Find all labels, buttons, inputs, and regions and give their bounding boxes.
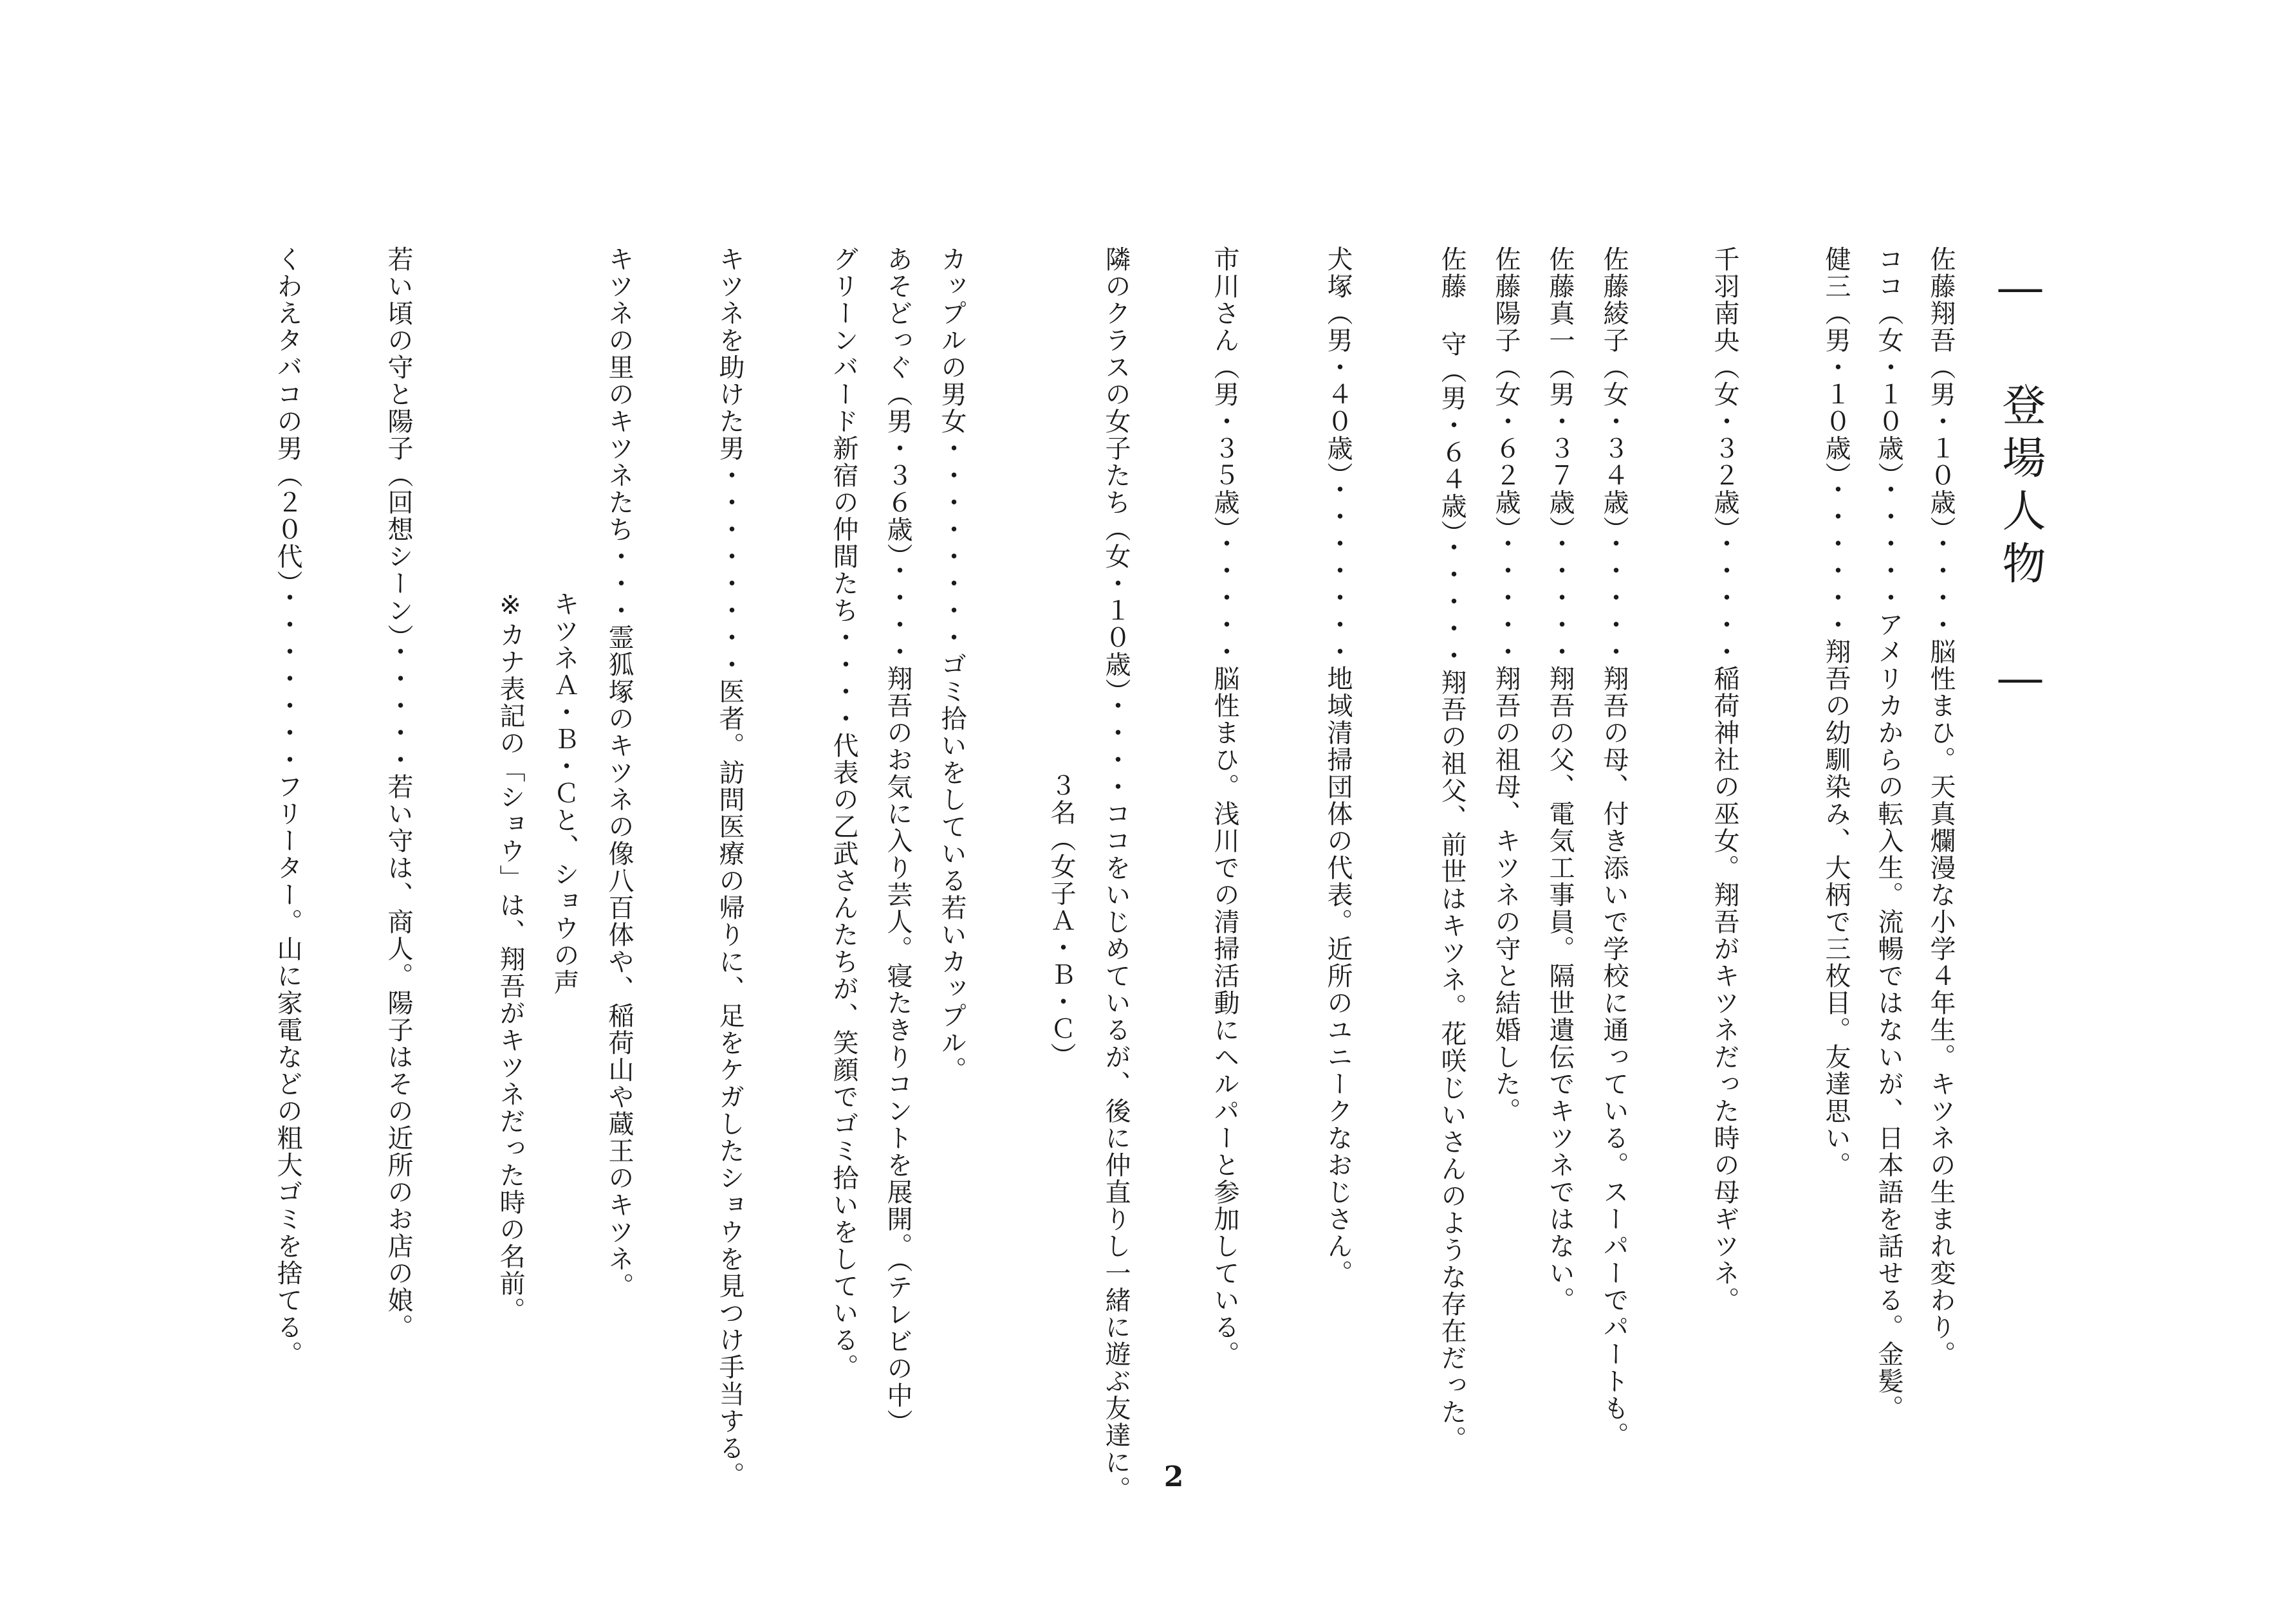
character-line: 佐藤陽子（女・６２歳）・・・・・翔吾の祖母、キツネの守と結婚した。 (1491, 246, 1521, 1125)
character-line: ココ（女・１０歳）・・・・・アメリカからの転入生。流暢ではないが、日本語を話せる。金髪。 (1874, 246, 1903, 1422)
character-line: 犬塚（男・４０歳）・・・・・・・地域清掃団体の代表。近所のユニークなおじさん。 (1323, 246, 1353, 1287)
character-line: 若い頃の守と陽子（回想シーン）・・・・・若い守は、商人。陽子はその近所のお店の娘。 (384, 246, 413, 1341)
character-line: 佐藤翔吾（男・１０歳）・・・・脳性まひ。天真爛漫な小学４年生。キツネの生まれ変わり。 (1926, 246, 1956, 1368)
character-line: 市川さん（男・３５歳）・・・・・脳性まひ。浅川での清掃活動にヘルパーと参加している。 (1210, 246, 1239, 1368)
character-line: キツネを助けた男・・・・・・・・医者。訪問医療の帰りに、足をケガしたショウを見つけ手当する。 (715, 246, 745, 1489)
character-line: キツネＡ・Ｂ・Ｃと、ショウの声 (550, 591, 579, 996)
character-line: ３名（女子Ａ・Ｂ・Ｃ） (1046, 772, 1076, 1069)
character-line: あそどっぐ（男・３６歳）・・・・翔吾のお気に入り芸人。寝たきりコントを展開。（テレビの中） (883, 246, 912, 1436)
character-line: カップルの男女・・・・・・・・ゴミ拾いをしている若いカップル。 (937, 246, 967, 1083)
character-line: 千羽南央（女・３２歳）・・・・・稲荷神社の巫女。翔吾がキツネだった時の母ギツネ。 (1710, 246, 1739, 1314)
character-line: 佐藤綾子（女・３４歳）・・・・・翔吾の母、付き添いで学校に通っている。スーパーでパートも。 (1599, 246, 1629, 1449)
character-line: ※カナ表記の「ショウ」は、翔吾がキツネだった時の名前。 (495, 591, 525, 1324)
character-line: 佐藤真一（男・３７歳）・・・・・翔吾の父、電気工事員。隔世遺伝でキツネではない。 (1545, 246, 1575, 1314)
character-line: キツネの里のキツネたち・・・霊狐塚のキツネの像八百体や、稲荷山や蔵王のキツネ。 (604, 246, 634, 1300)
character-line: グリーンバード新宿の仲間たち・・・・代表の乙武さんたちが、笑顔でゴミ拾いをしている。 (829, 246, 858, 1381)
character-line: くわえタバコの男（２０代）・・・・・・・フリーター。山に家電などの粗大ゴミを捨てる。 (273, 246, 302, 1368)
character-line: 健三（男・１０歳）・・・・・・翔吾の幼馴染み、大柄で三枚目。友達思い。 (1821, 246, 1851, 1179)
character-line: 隣のクラスの女子たち（女・１０歳）・・・・ココをいじめているが、後に仲直りし一緒に遊ぶ友達に。 (1101, 246, 1131, 1503)
page-title: ― 登場人物 ― (1995, 262, 2046, 713)
page-number: 2 (1163, 1460, 1184, 1493)
character-line: 佐藤 守（男・６４歳）・・・・・翔吾の祖父、前世はキツネ。花咲じいさんのような存在だった。 (1437, 246, 1467, 1453)
